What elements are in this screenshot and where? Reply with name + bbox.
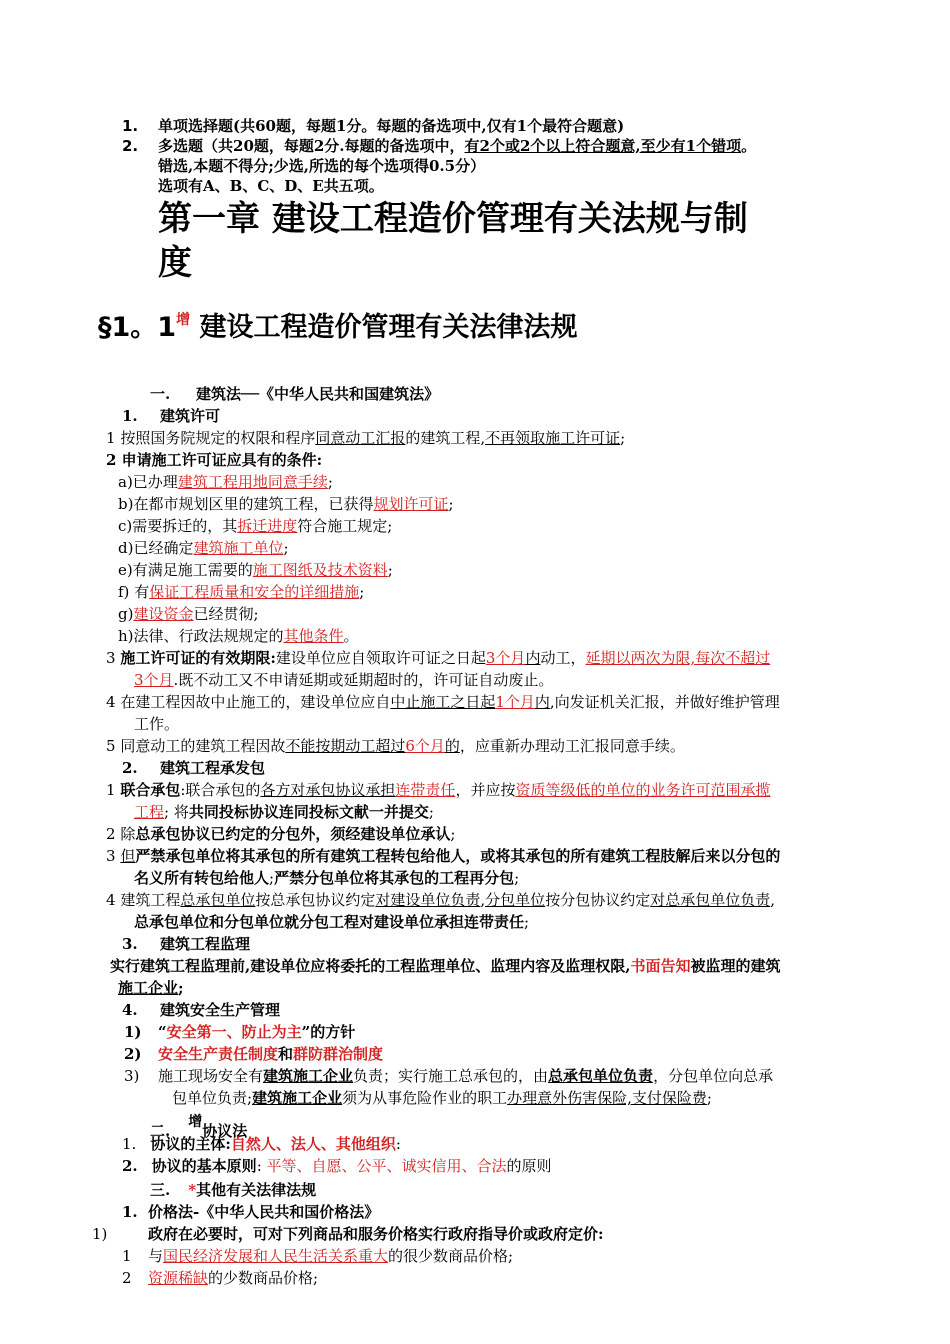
part-3-subsection-1-number: 1. — [122, 1203, 138, 1221]
condition-f: f) 有保证工程质量和安全的详细措施; — [118, 583, 365, 601]
subsection-3-title: 建筑工程监理 — [160, 935, 251, 953]
contract-law-item-1: 1. 协议的主体:自然人、法人、其他组织: — [122, 1135, 401, 1153]
price-law-sub-1-number: 1 — [122, 1247, 132, 1265]
contract-law-item-2: 2. 协议的基本原则: 平等、自愿、公平、诚实信用、合法的原则 — [122, 1157, 552, 1175]
safety-item-2-number: 2) — [124, 1045, 142, 1063]
price-law-sub-2-number: 2 — [122, 1269, 132, 1287]
price-law-sub-2: 资源稀缺的少数商品价格; — [148, 1269, 319, 1287]
subsection-1-title: 建筑许可 — [160, 407, 221, 425]
safety-item-3-number: 3) — [124, 1067, 140, 1085]
chapter-title-line-1: 第一章 建设工程造价管理有关法规与制 — [158, 199, 748, 239]
section-added-marker: 增 — [176, 312, 191, 328]
permit-item-1: 1 按照国务院规定的权限和程序同意动工汇报的建筑工程,不再领取施工许可证; — [106, 429, 626, 447]
section-heading: §1。$1^增$ 建设工程造价管理有关法律法规 — [98, 312, 578, 343]
contract-item-1-continuation: 工程; 将共同投标协议连同投标文献一并提交; — [134, 803, 434, 821]
safety-item-1-number: 1) — [124, 1023, 142, 1041]
permit-item-2: 2 申请施工许可证应具有的条件: — [106, 451, 323, 469]
subsection-2-number: 2. — [122, 759, 138, 777]
permit-item-3-continuation: 3个月.既不动工又不申请延期或延期超时的，许可证自动废止。 — [134, 671, 554, 689]
contract-item-2: 2 除总承包协议已约定的分包外，须经建设单位承认; — [106, 825, 456, 843]
permit-item-3: 3 施工许可证的有效期限:建设单位应自领取许可证之日起3个月内动工，延期以两次为限,每次不超过 — [106, 649, 771, 667]
part-1-number: 一. — [150, 385, 171, 403]
subsection-1-number: 1. — [122, 407, 138, 425]
permit-item-4-continuation: 工作。 — [134, 715, 180, 733]
safety-item-3-continuation: 包单位负责;建筑施工企业须为从事危险作业的职工办理意外伤害保险,支付保险费; — [172, 1089, 712, 1107]
top-item-1-number: 1. — [122, 117, 139, 135]
part-3-subsection-1-title: 价格法-《中华人民共和国价格法》 — [148, 1203, 380, 1221]
condition-b: b)在都市规划区里的建筑工程，已获得规划许可证; — [118, 495, 454, 513]
condition-a: a)已办理建筑工程用地同意手续; — [118, 473, 333, 491]
condition-e: e)有满足施工需要的施工图纸及技术资料; — [118, 561, 393, 579]
subsection-4-title: 建筑安全生产管理 — [160, 1001, 281, 1019]
price-law-item-1-number: 1) — [92, 1225, 108, 1243]
condition-g: g)建设资金已经贯彻; — [118, 605, 259, 623]
chapter-title-line-2: 度 — [158, 243, 192, 283]
price-law-sub-1: 与国民经济发展和人民生活关系重大的很少数商品价格; — [148, 1247, 514, 1265]
part-1-title: 建筑法──《中华人民共和国建筑法》 — [196, 385, 440, 403]
subsection-4-number: 4. — [122, 1001, 138, 1019]
top-item-2-continuation: 错选,本题不得分;少选,所选的每个选项得0.5分） — [158, 157, 486, 175]
supervision-text-continuation: 施工企业; — [118, 979, 184, 997]
top-item-2-options: 选项有A、B、C、D、E共五项。 — [158, 177, 384, 195]
subsection-3-number: 3. — [122, 935, 138, 953]
price-law-item-1: 政府在必要时，可对下列商品和服务价格实行政府指导价或政府定价: — [148, 1225, 604, 1243]
top-item-2-number: 2. — [122, 137, 139, 155]
condition-h: h)法律、行政法规规定的其他条件。 — [118, 627, 359, 645]
safety-item-3: 施工现场安全有建筑施工企业负责；实行施工总承包的，由总承包单位负责，分包单位向总承 — [158, 1067, 774, 1085]
subsection-2-title: 建筑工程承发包 — [160, 759, 266, 777]
contract-item-4: 4 建筑工程总承包单位按总承包协议约定对建设单位负责,分包单位按分包协议约定对总承包单位负责, — [106, 891, 775, 909]
top-item-1-text: 单项选择题(共60题，每题1分。每题的备选项中,仅有1个最符合题意) — [158, 117, 625, 135]
condition-d: d)已经确定建筑施工单位; — [118, 539, 289, 557]
contract-item-4-continuation: 总承包单位和分包单位就分包工程对建设单位承担连带责任; — [134, 913, 530, 931]
condition-c: c)需要拆迁的，其拆迁进度符合施工规定; — [118, 517, 393, 535]
permit-item-4: 4 在建工程因故中止施工的，建设单位应自中止施工之日起1个月内,向发证机关汇报，并做好维护管理 — [106, 693, 780, 711]
safety-item-1: “安全第一、防止为主”的方针 — [158, 1023, 356, 1041]
part-2-heading: 二. 增协议法 — [150, 1114, 248, 1140]
contract-item-3-continuation: 名义所有转包给他人;严禁分包单位将其承包的工程再分包; — [134, 869, 520, 887]
contract-item-3: 3 但严禁承包单位将其承包的所有建筑工程转包给他人，或将其承包的所有建筑工程肢解后来以分包的 — [106, 847, 781, 865]
safety-item-2: 安全生产责任制度和群防群治制度 — [158, 1045, 384, 1063]
top-item-2-text: 多选题（共20题，每题2分.每题的备选项中，有2个或2个以上符合题意,至少有1个错项。 — [158, 137, 757, 155]
supervision-text: 实行建筑工程监理前,建设单位应将委托的工程监理单位、监理内容及监理权限,书面告知被监理的建筑 — [110, 957, 781, 975]
contract-item-1: 1 联合承包:联合承包的各方对承包协议承担连带责任，并应按资质等级低的单位的业务许可范围承揽 — [106, 781, 771, 799]
permit-item-5: 5 同意动工的建筑工程因故不能按期动工超过6个月的，应重新办理动工汇报同意手续。 — [106, 737, 685, 755]
part-2-added-marker: 增 — [188, 1114, 203, 1130]
part-3-heading: 三. *其他有关法律法规 — [150, 1181, 317, 1199]
